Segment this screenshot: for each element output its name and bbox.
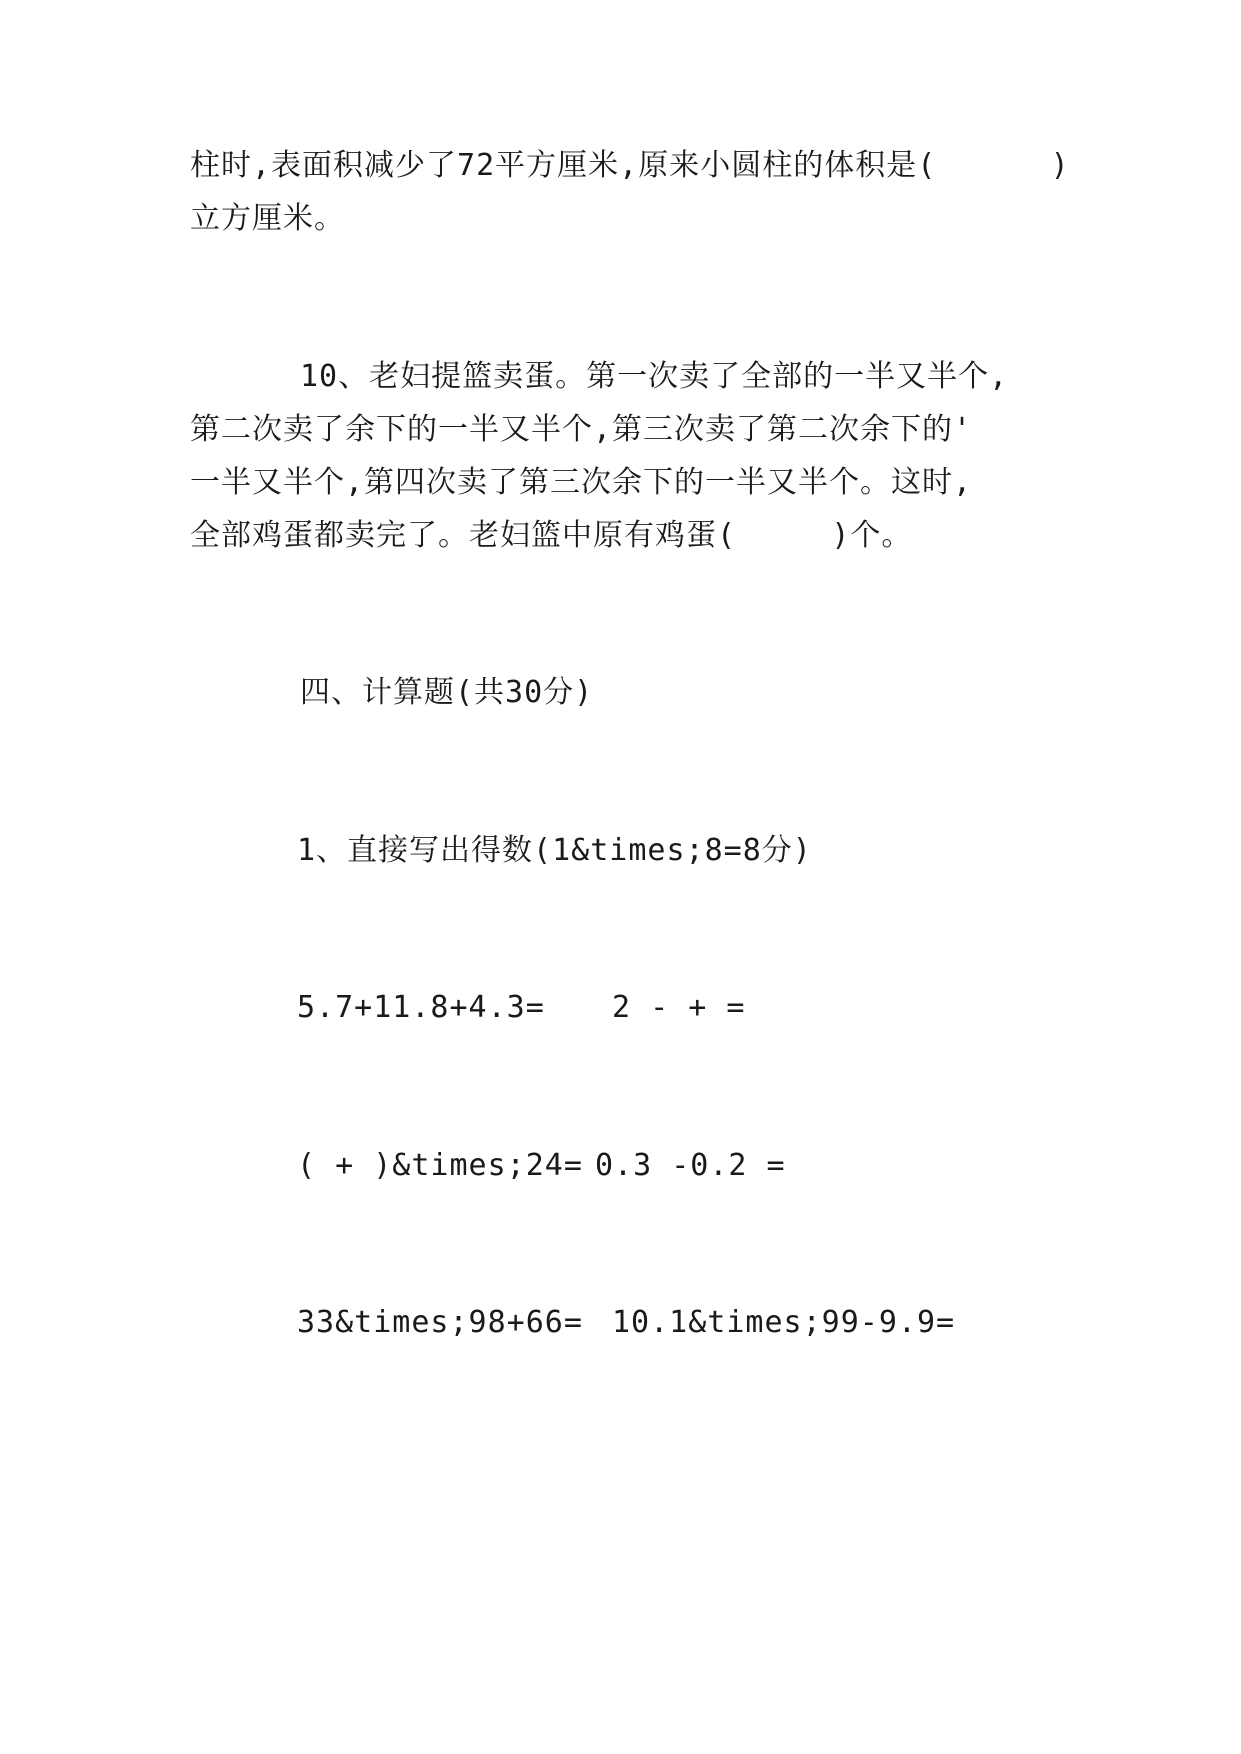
problem-10-line-1: 10、老妇提篮卖蛋。第一次卖了全部的一半又半个, — [300, 359, 1009, 394]
question-1-title: 1、直接写出得数(1&times;8=8分) — [297, 833, 812, 868]
problem-10-line-2: 第二次卖了余下的一半又半个,第三次卖了第二次余下的' — [190, 412, 973, 447]
calc-row-1-left: 5.7+11.8+4.3= — [297, 990, 545, 1025]
problem-10-line-4: 全部鸡蛋都卖完了。老妇篮中原有鸡蛋( )个。 — [190, 518, 913, 553]
calc-row-3-right: 10.1&times;99-9.9= — [612, 1305, 956, 1340]
calc-row-2-right: 0.3 -0.2 = — [595, 1148, 786, 1183]
problem-9-line-1: 柱时,表面积减少了72平方厘米,原来小圆柱的体积是( ) — [190, 148, 1070, 183]
calc-row-1-right: 2 - + = — [612, 990, 746, 1025]
problem-10-line-3: 一半又半个,第四次卖了第三次余下的一半又半个。这时, — [190, 465, 973, 500]
calc-row-2-left: ( + )&times;24= — [297, 1148, 583, 1183]
problem-9-line-2: 立方厘米。 — [190, 201, 345, 236]
section-4-heading: 四、计算题(共30分) — [300, 675, 594, 710]
calc-row-3-left: 33&times;98+66= — [297, 1305, 583, 1340]
